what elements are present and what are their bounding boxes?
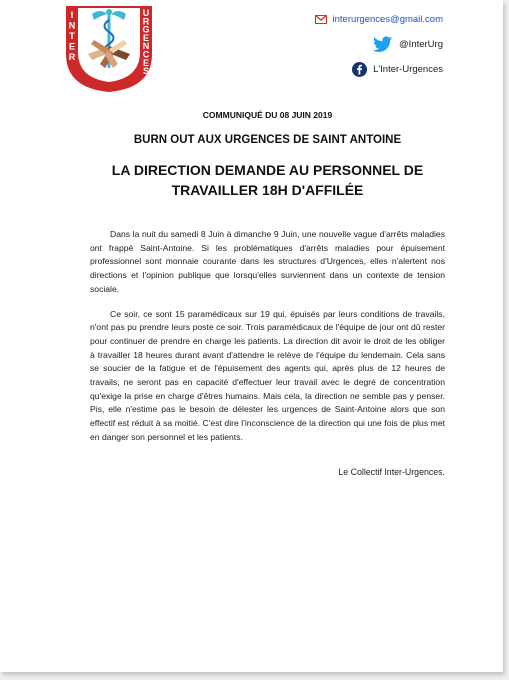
inter-urgences-logo [60, 2, 158, 94]
document-subtitle: BURN OUT AUX URGENCES DE SAINT ANTOINE [133, 134, 402, 146]
gmail-icon [315, 15, 327, 24]
facebook-contact[interactable] [315, 58, 444, 80]
facebook-page[interactable]: L'Inter-Urgences [373, 63, 443, 75]
twitter-contact[interactable] [315, 33, 444, 55]
signature: Le Collectif Inter-Urgences. [338, 466, 445, 477]
facebook-icon [352, 62, 367, 77]
logo-right-letters: U R G E N C E S [142, 8, 150, 77]
communique-date: COMMUNIQUÉ DU 08 JUIN 2019 [202, 110, 333, 120]
logo-left-letters: I N T E R [68, 10, 76, 62]
paragraph-1: Dans la nuit du samedi 8 Juin à dimanche 9 Juin, une nouvelle vague d'arrêts maladies ont frappé Saint-Antoine. Si les problématiques d'arrêts maladies pour épuisement professionnel sont monnaie courante dans les structures d'Urgences, elles n'alertent nos directions et l'opinion publique que lorsqu'elles surviennent dans un contexte de tension sociale. [90, 229, 445, 294]
document-body [90, 110, 445, 477]
contacts-block [315, 8, 444, 83]
twitter-handle[interactable]: @InterUrg [399, 38, 443, 50]
paragraph-2: Ce soir, ce sont 15 paramédicaux sur 19 qui, épuisés par leurs conditions de travails, n'ont pas pu prendre leurs poste ce soir. Trois paramédicaux de l'équipe de jour ont dû rester pour continuer de prendre en charge les patients. La direction dit avoir le droit de les obliger à travailler 18 heures durant avant d'attendre le relève de l'équipe du lendemain. Cela sans se soucier de la fatigue et de l'épuisement des agents qui, après plus de 12 heures de travails, ne seront pas en capacité d'effectuer leur travail avec le degré de concentration qu'exige la prise en charge d'êtres humains. Mais cela, la direction ne semble pas y penser. Pis, elle n'estime pas le besoin de délester les urgences de Saint-Antoine alors que son effectif est réduit à sa moitié. C'est dire l'inconscience de la direction qui une fois de plus met en danger son personnel et les patients. [90, 308, 445, 442]
document-title: LA DIRECTION DEMANDE AU PERSONNEL DE TRAVAILLER 18H D'AFFILÉE [111, 162, 424, 198]
twitter-icon [373, 36, 393, 52]
email-address[interactable]: interurgences@gmail.com [332, 13, 443, 25]
email-contact[interactable] [315, 8, 444, 30]
